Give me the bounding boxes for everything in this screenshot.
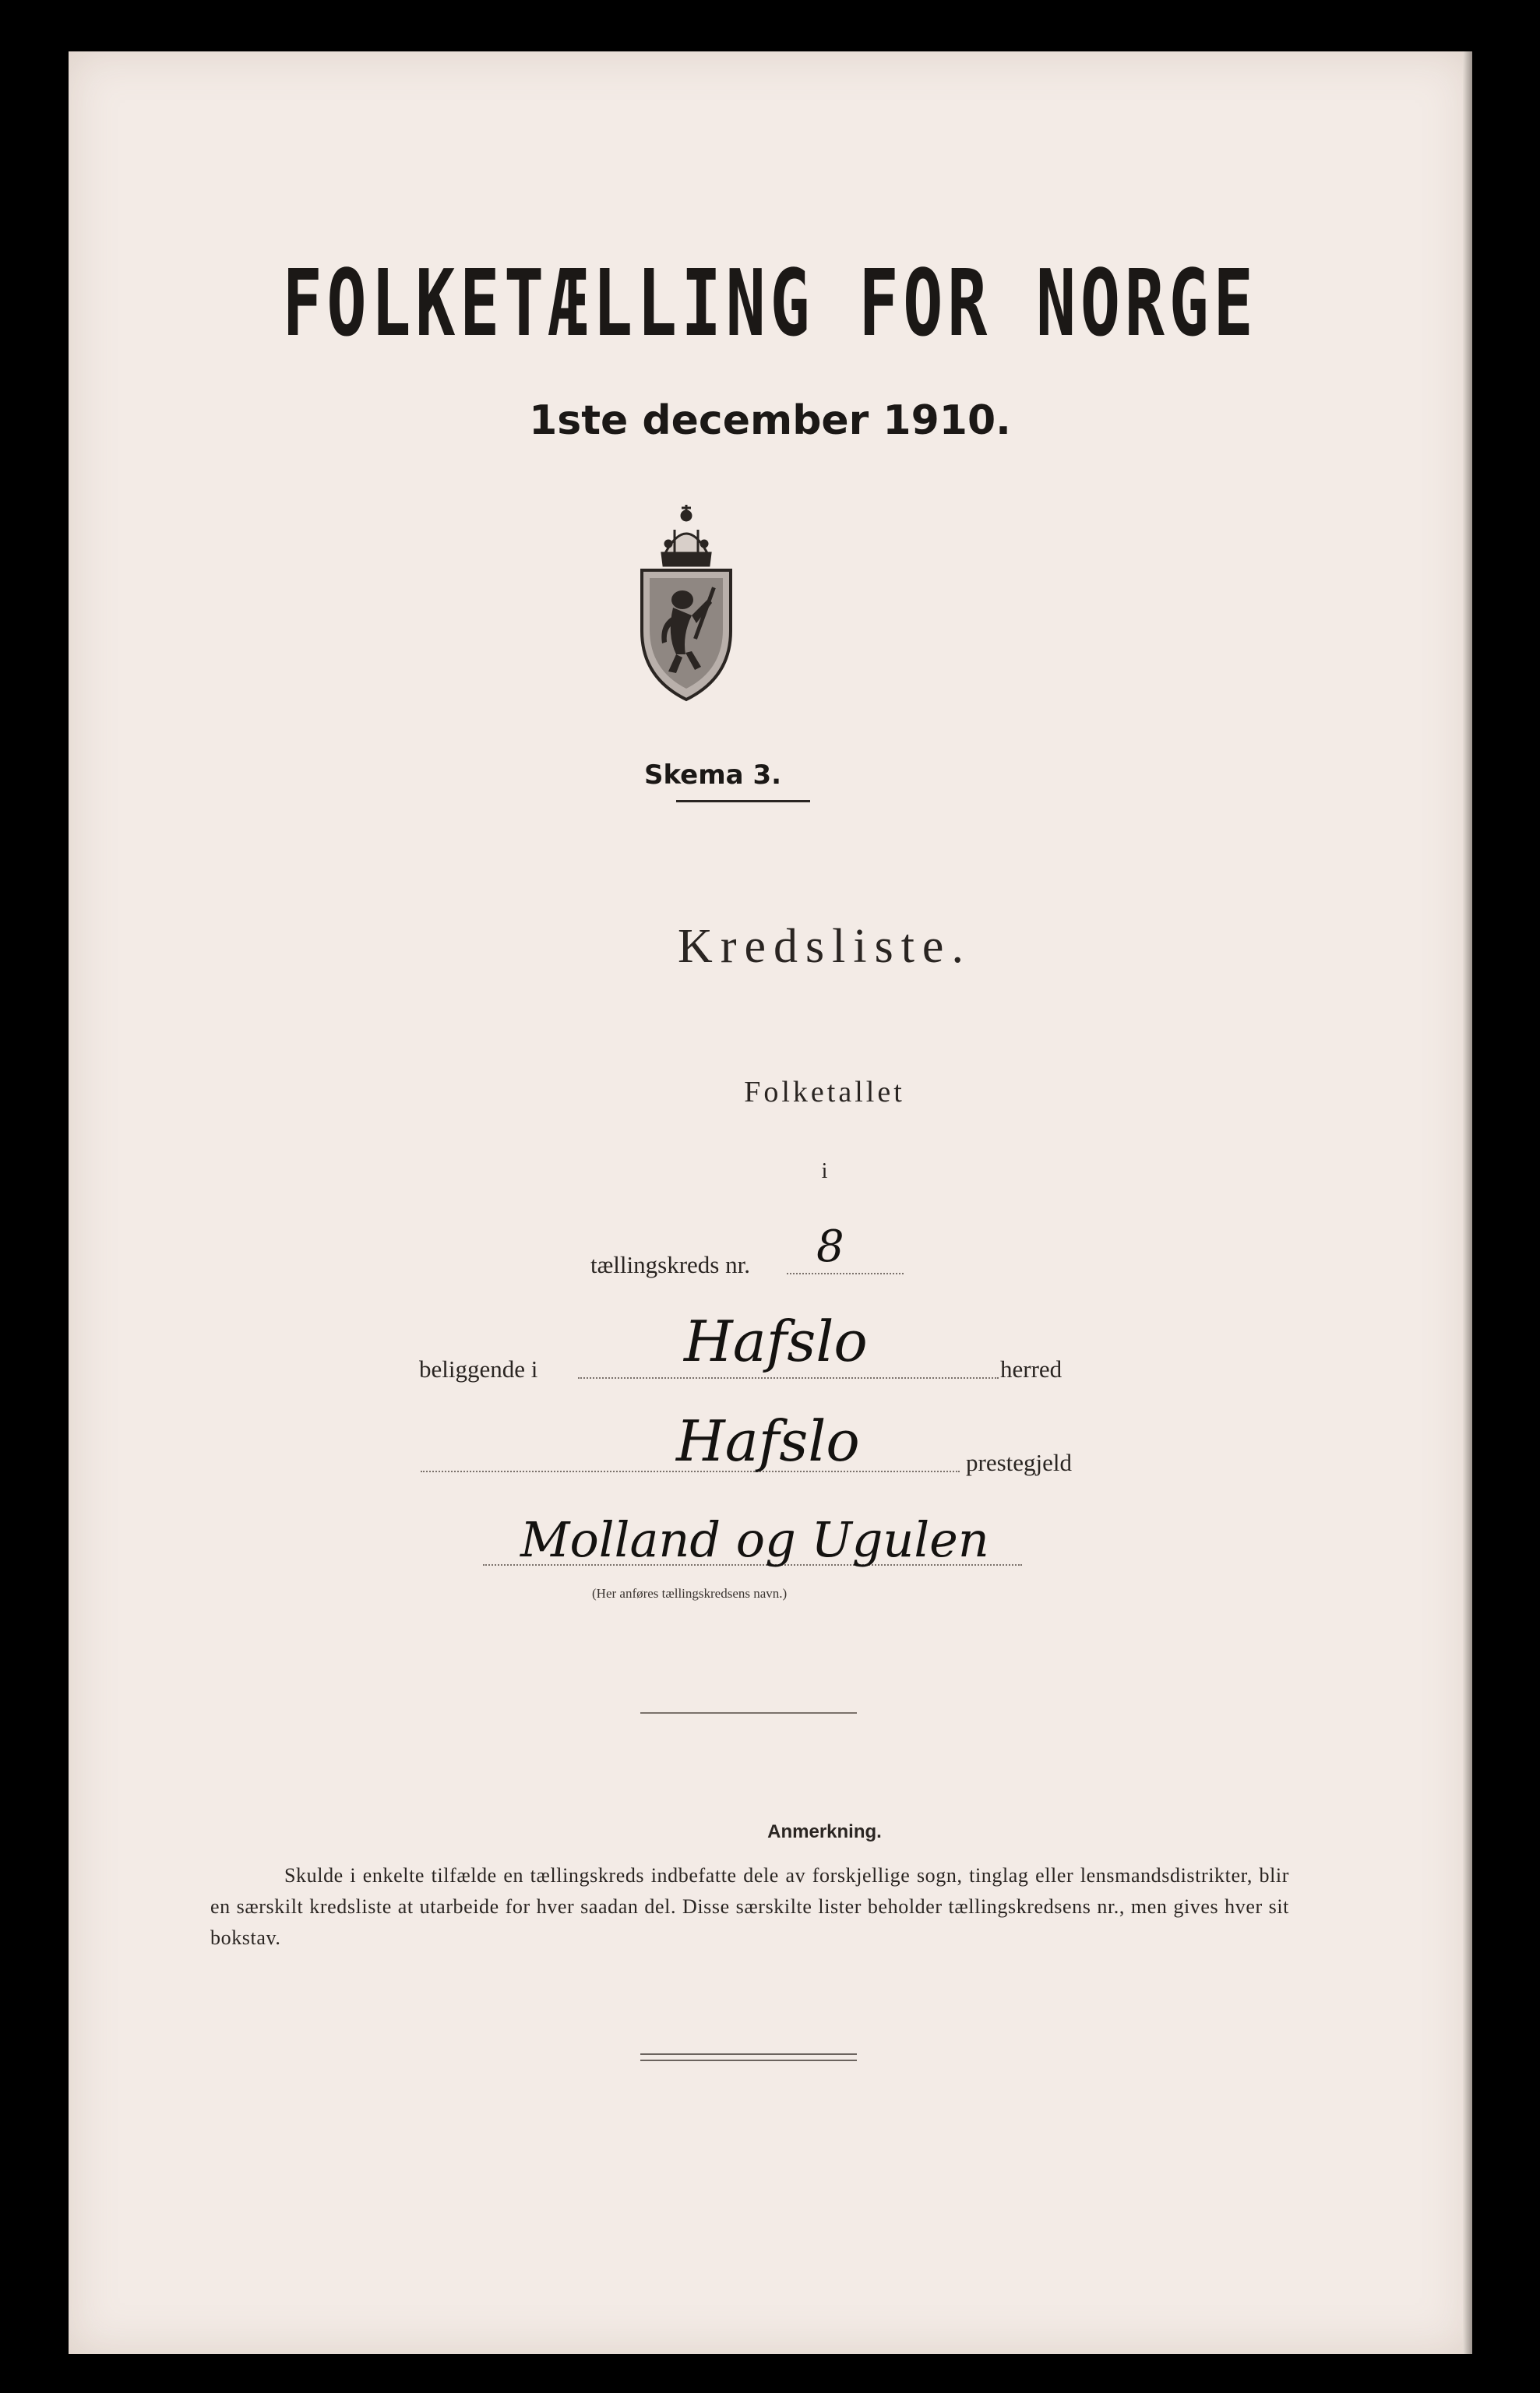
kreds-name-note: (Her anføres tællingskredsens navn.) [592,1586,788,1601]
herred-line [578,1377,999,1379]
herred-value: Hafslo [684,1309,868,1374]
beliggende-label: beliggende i [419,1355,538,1383]
anmerkning-text: Skulde i enkelte tilfælde en tællingskreds indbefatte dele av forskjellige sogn, tinglag eller lensmandsdistrikter, blir en særskilt kredsliste at utarbeide for hver saadan del. Disse særskilte lister beholder tællingskredsens nr., men gives hver sit bokstav. [210,1864,1289,1949]
census-date: 1ste december 1910. [529,397,1011,444]
kreds-number-value: 8 [816,1221,844,1272]
norwegian-coat-of-arms-icon [628,499,745,709]
kreds-name-value: Molland og Ugulen [520,1511,989,1568]
preposition-i: i [821,1159,828,1183]
folketallet-label: Folketallet [744,1076,905,1108]
anmerkning-title: Anmerkning. [767,1821,882,1842]
bottom-rule-bottom [640,2060,857,2061]
section-divider [640,1712,857,1714]
herred-label: herred [1000,1355,1062,1383]
document-heading: Kredsliste. [678,920,971,973]
prestegjeld-value: Hafslo [676,1408,860,1474]
page-title: FOLKETÆLLING FOR NORGE [282,249,1258,357]
schema-underline [676,800,810,802]
kreds-number-label: tællingskreds nr. [590,1251,750,1278]
kreds-number-line [787,1273,904,1274]
schema-label: Skema 3. [643,759,782,791]
bottom-rule-top [640,2053,857,2055]
prestegjeld-label: prestegjeld [966,1449,1073,1476]
